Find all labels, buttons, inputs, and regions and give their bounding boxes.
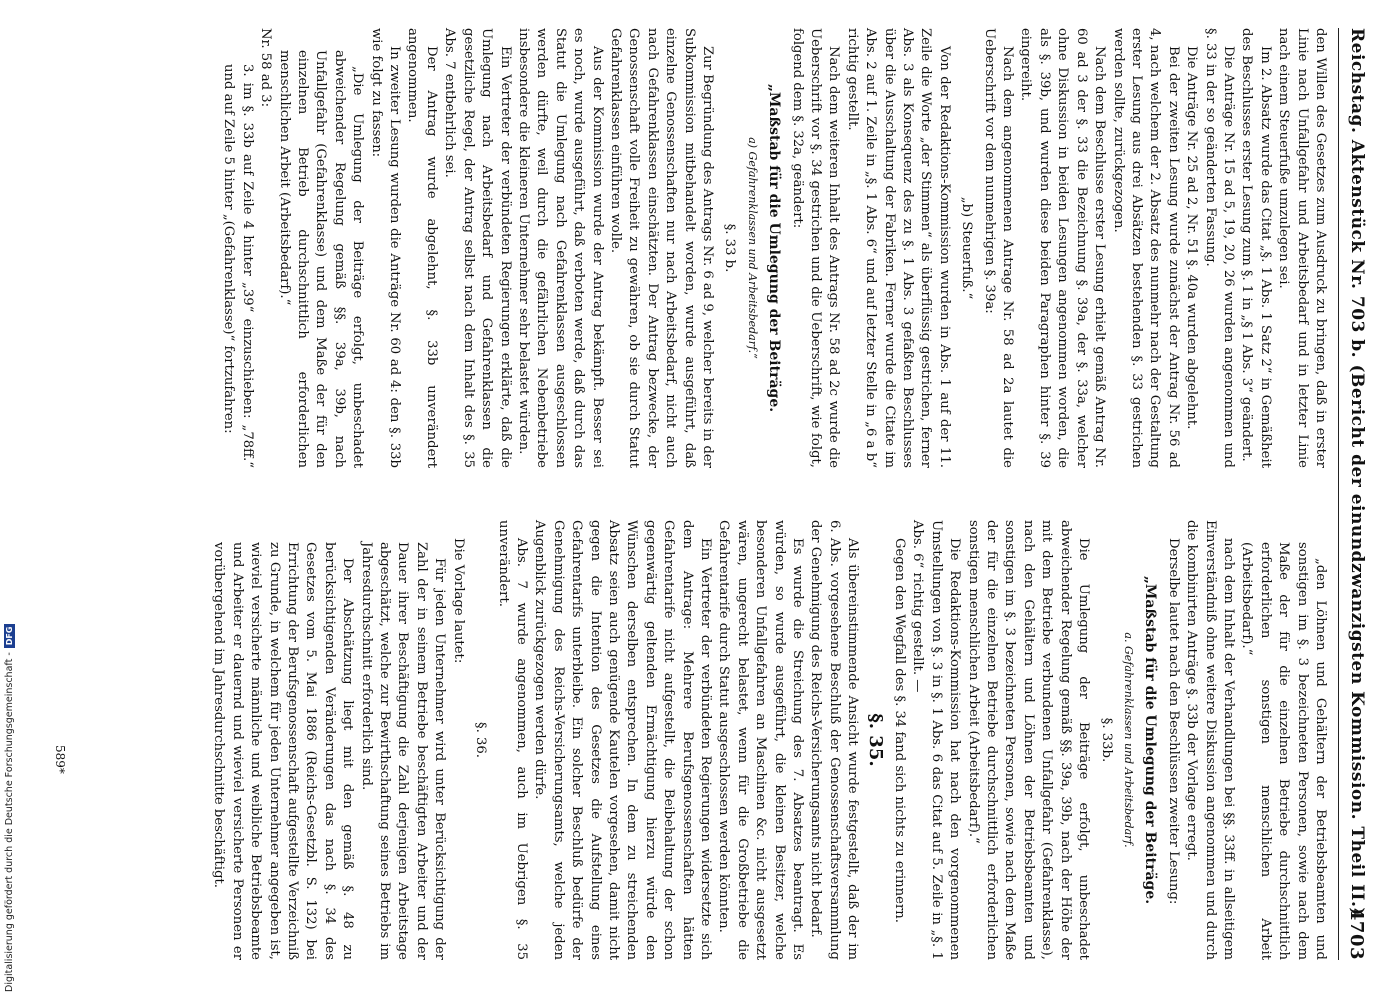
quoted-text: Für jeden Unternehmer wird unter Berücksichtigung der Zahl der in seinem Betriebe beschäftigten Arbeiter und der Dauer ihrer Beschäftigung die Zahl derjenigen Arbeitstage abgeschätzt, welche zur Bewirthschaftung seines Betriebs im Jahresdurchschnitt erforderlich sind. <box>358 542 448 960</box>
paragraph: Von der Redaktions-Kommission wurden in Abs. 1 auf der 11. Zeile die Worte „der Stimmen“ als überflüssig gestrichen, ferner Abs. 3 als Konsequenz des zu §. 1 Abs. 3 gefaßten Beschlusses über die Ausschaltung der Fabriken. Ferner wurde die Citate im Abs. 2 auf 1. Zeile in „§. 1 Abs. 6“ und auf letzter Stelle in „6 a b“ richtig gestellt. <box>844 28 952 468</box>
paragraph: Ein Vertreter der verbündeten Regierungen erklärte, daß die Umlegung nach Arbeitsbedarf und Gefahrenklassen die gesetzliche Regel, der Antrag selbst nach dem Inhalt des §. 35 Abs. 7 entbehrlich sei. <box>442 28 513 468</box>
left-column <box>219 28 1329 468</box>
paragraph: Die Umlegung der Beiträge erfolgt, unbeschadet abweichender Regelung gemäß §§. 39a, 39b, nach der Höhe der mit dem Betriebe verbundenen Unfallgefahr (Gefahrenklasse), nach den Gehältern und Löhnen der Betriebsbeamten und sonstigen im §. 3 bezeichneten Personen, sowie nach dem Maße der für die einzelnen Betriebe durchschnittlich erforderlichen sonstigen menschlichen Arbeit (Arbeitsbedarf).“ <box>965 520 1092 960</box>
paragraph: Zur Begründung des Antrags Nr. 6 ad 9, welcher bereits in der Subkommission mitbehandelt worden, wurde ausgeführt, daß einzelne Genossenschaften nur nach Arbeitsbedarf, nicht auch nach Gefahrenklassen einschätzten. Der Antrag bezwecke, der Genossenschaft volle Freiheit zu gewähren, ob sie durch Statut Gefahrenklassen einführen wolle. <box>607 28 715 468</box>
section-heading: „Maßstab für die Umlegung der Beiträge. <box>1142 575 1159 905</box>
paragraph: Es wurde die Streichung des 7. Absatzes beantragt. Es würden, so wurde ausgeführt, die kleinen Besitzer, welche besonderen Unfallgefahren an Maschinen &c. nicht ausgesetzt wären, ungerecht belastet, wenn für die Großbetriebe die Gefahrentarife durch Statut ausgeschlossen werden könnten. <box>716 520 806 960</box>
section-label: §. 36. <box>473 722 489 758</box>
dfg-logo: DFG <box>4 624 15 649</box>
section-heading: „Maßstab für die Umlegung der Beiträge. <box>766 83 783 413</box>
paragraph: In zweiter Lesung wurden die Anträge Nr. 60 ad 4: den §. 33b wie folgt zu fassen: <box>368 28 403 468</box>
quoted-text: „Die Umlegung der Beiträge erfolgt, unbeschadet abweichender Regelung gemäß §§. 39a, 39b, nach Unfallgefahr (Gefahrenklasse) und dem Maße der für den einzelnen Betrieb durchschnittlich erforderlichen menschlichen Arbeit (Arbeitsbedarf).“ <box>276 50 366 468</box>
paragraph-heading: §. 35. <box>864 713 886 767</box>
paragraph: Aus der Kommission wurde der Antrag bekämpft. Besser sei es noch, wurde ausgeführt, daß verboten werde, daß durch das Statut die Umlegung nach Gefahrenklassen ausgeschlossen werden dürfte, weil durch die gefährlichen Nebenbetriebe insbesondere die kleineren Unternehmer sehr belastet würden. <box>515 28 605 468</box>
paragraph: Gegen den Wegfall des §. 34 fand sich nichts zu erinnern. <box>892 538 908 923</box>
paragraph: Bei der zweiten Lesung wurde zunächst der Antrag Nr. 56 ad 4, nach welchem der 2. Absatz des nunmehr nach der Gestaltung erster Lesung aus drei Absätzen bestehenden §. 33 gestrichen werden sollte, zurückgezogen. <box>1110 28 1181 468</box>
paragraph: Nach dem Beschlusse erster Lesung erhielt gemäß Antrag Nr. 60 ad 3 der §. 33 die Bezeichnung §. 39a, der §. 33a, welcher ohne Diskussion in beiden Lesungen angenommen worden, die als §. 39b, und wurden diese beiden Paragraphen hinter §. 39 eingereiht. <box>1018 28 1108 468</box>
paragraph: Nr. 58 ad 3: <box>258 28 274 108</box>
signature-mark: 589* <box>53 745 67 774</box>
section-label: §. 33 b. <box>722 223 738 273</box>
page-header <box>1337 28 1367 960</box>
section-subheading: a. Gefahrenklassen und Arbeitsbedarf. <box>1121 632 1135 848</box>
quoted-text: Der Abschätzung liegt mit den gemäß §. 48 zu berücksichtigenden Veränderungen das nach §. 34 des Gesetzes vom 5. Mai 1886 (Reichs-Gesetzbl. S. 132) bei Errichtung der Berufsgenossenschaft aufgestellte Verzeichniß zu Grunde, in welchem für jeden Unternehmer angegeben ist, wieviel versicherte männliche und weibliche Betriebsbeamte und Arbeiter er dauernd und wieviel versicherte Personen er vorübergehend im Jahresdurchschnitte beschäftigt. <box>211 542 356 960</box>
digitization-note <box>4 624 15 992</box>
paragraph: 3. im §. 33b auf Zeile 4 hinter „39“ einzuschieben: „78ff.“ und auf Zeile 5 hinter „(Gefahrenklasse)“ fortzufahren: <box>221 64 255 468</box>
paragraph: den Willen des Gesetzes zum Ausdruck zu bringen, daß in erster Linie nach Unfallgefahr und Arbeitsbedarf und in letzter Linie nach einem Steuerfuße umzulegen sei. <box>1276 28 1328 468</box>
paragraph: Im 2. Absatz wurde das Citat „§. 1 Abs. 1 Satz 2“ in Gemäßheit des Beschlusses erster Lesung zum §. 1 in „§ 1 Abs. 3“ geändert. <box>1239 28 1273 468</box>
section-label: §. 33b. <box>1098 717 1114 763</box>
paragraph: Die Anträge Nr. 15 ad 5, 19, 20, 26 wurden angenommen und §. 33 in der so geänderten Fassung. <box>1202 28 1236 468</box>
paragraph: Nach dem angenommenen Antrage Nr. 58 ad 2a lautet die Ueberschrift vor dem nunmehrigen §. 39a: <box>981 28 1016 468</box>
paragraph: Nach dem weiteren Inhalt des Antrags Nr. 58 ad 2c wurde die Ueberschrift vor §. 34 gestrichen und die Ueberschrift, wie folgt, folgend dem §. 32a, geändert: <box>789 28 842 468</box>
paragraph: nach dem Inhalt der Verhandlungen bei §§. 33ff. in allseitigem Einverständniß ohne weitere Diskussion angenommen und durch die kombinirten Anträge §. 33b der Vorlage erregt. <box>1184 520 1236 960</box>
page-number: 4703 <box>1346 907 1367 960</box>
digitization-text: Digitalisierung gefördert durch die Deutsche Forschungsgemeinschaft - <box>4 652 15 992</box>
quoted-text: „den Löhnen und Gehältern der Betriebsbeamten und sonstigen im §. 3 bezeichneten Personen, sowie nach dem Maße der für die einzelnen Betriebe durchschnittlich erforderlichen sonstigen menschlichen Arbeit (Arbeitsbedarf).“ <box>1239 542 1328 960</box>
header-rule <box>1338 28 1339 960</box>
paragraph: Abs. 7 wurde angenommen, auch im Uebrigen §. 35 unverändert. <box>495 520 529 960</box>
section-label: „b) Steuerfuß.“ <box>959 196 975 300</box>
paragraph: Die Anträge Nr. 25 ad 2, Nr. 51 §. 40a wurden abgelehnt. <box>1184 46 1200 430</box>
paragraph: Die Redaktions-Kommission hat nach den vorgenommenen Umstellungen von §. 3 in §. 1 Abs. 6 das Citat auf 5. Zeile in „§. 1 Abs. 6“ richtig gestellt. — <box>910 520 963 960</box>
page-title: Reichstag. Aktenstück Nr. 703 b. (Bericht der einundzwanzigsten Kommission. Theil II.) <box>1347 28 1367 916</box>
paragraph: Derselbe lautet nach den Beschlüssen zweiter Lesung: <box>1165 538 1181 905</box>
paragraph: Die Vorlage lautet: <box>450 538 466 664</box>
paragraph: Ein Vertreter der verbündeten Regierungen widersetzte sich dem Antrage: Mehrere Berufsgenossenschaften hätten Gefahrentarife nicht aufgestellt, die Beibehaltung der schon gegenwärtig geltenden Ermächtigung hierzu würde den Wünschen derselben entsprechen. In dem zu streichenden Absatz seien auch genügende Kautelen vorgesehen, damit nicht gegen die Intention des Gesetzes die Aufstellung eines Gefahrentarifs unterbleibe. Ein solcher Beschluß bedürfe der Genehmigung des Reichs-Versicherungsamts, welche jeden Augenblick zurückgezogen werden dürfe. <box>532 520 713 960</box>
paragraph: Der Antrag wurde abgelehnt, §. 33b unverändert angenommen. <box>405 28 439 468</box>
paragraph: Als übereinstimmende Ansicht wurde festgestellt, daß der im 6. Abs. vorgesehene Beschluß der Genossenschaftsversammlung der Genehmigung des Reichs-Versicherungsamts nicht bedarf. <box>808 520 861 960</box>
right-column <box>209 520 1329 960</box>
section-subheading: a) Gefahrenklassen und Arbeitsbedarf.“ <box>745 137 759 359</box>
